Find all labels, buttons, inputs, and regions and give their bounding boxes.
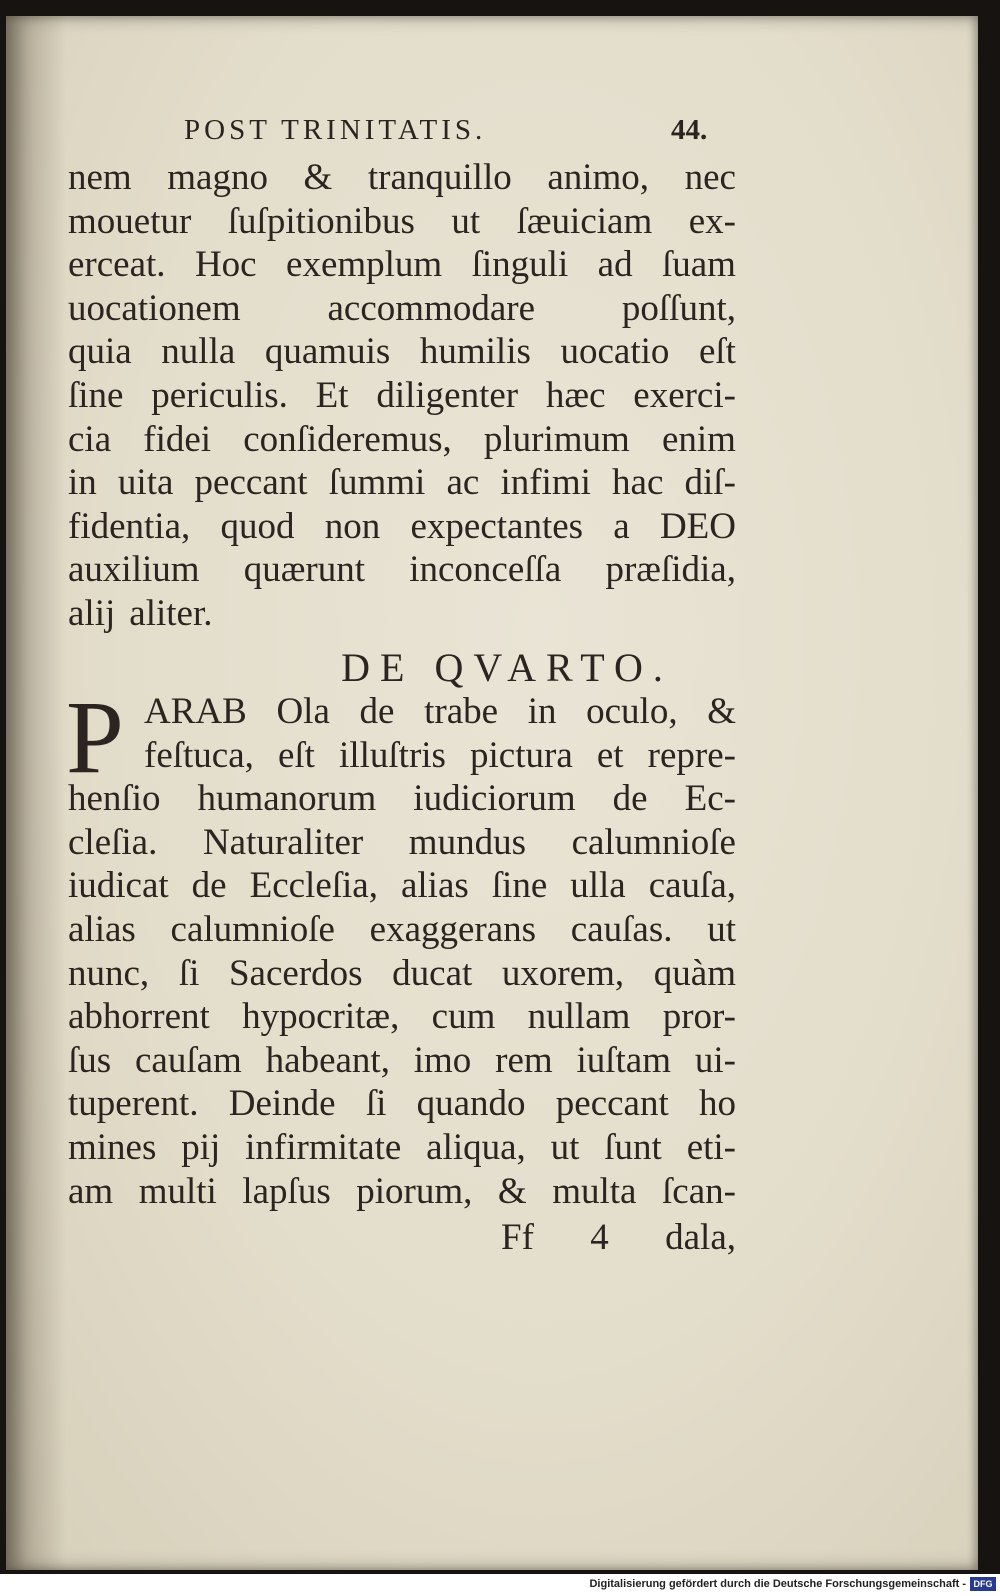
- word: poſſunt,: [621, 287, 736, 329]
- word: aliqua,: [426, 1127, 526, 1168]
- word: calumnioſe: [170, 909, 335, 950]
- word: am: [68, 1170, 114, 1212]
- catchword-line: [501, 1216, 736, 1259]
- word: de: [359, 691, 395, 732]
- word: ſus: [68, 1039, 112, 1081]
- word: mines: [68, 1127, 157, 1168]
- word: ho: [699, 1083, 736, 1125]
- word: fidei: [143, 418, 212, 460]
- word: nunc,: [68, 952, 150, 994]
- word: illuſtris: [339, 734, 446, 776]
- text-line: [68, 864, 736, 908]
- word: ex-: [688, 200, 736, 242]
- word: ſine: [491, 865, 548, 907]
- drop-initial: P: [66, 680, 124, 795]
- word: Et: [315, 375, 349, 416]
- text-line: [68, 200, 736, 244]
- word: alij: [68, 593, 116, 634]
- word: ſine: [68, 375, 124, 416]
- word: ut: [550, 1127, 580, 1168]
- word: in: [527, 691, 557, 732]
- word: ac: [446, 462, 480, 504]
- signature-number: 4: [590, 1217, 609, 1258]
- text-line: [68, 243, 736, 287]
- word: trabe: [424, 691, 499, 732]
- word: peccant: [555, 1083, 669, 1125]
- word: pij: [181, 1127, 221, 1168]
- text-line: [68, 821, 736, 865]
- word: expectantes: [410, 505, 584, 547]
- catchword: dala,: [665, 1217, 736, 1258]
- word: ut: [451, 200, 481, 242]
- word: cauſam: [135, 1039, 242, 1081]
- word: ſi: [365, 1083, 387, 1125]
- word: quando: [416, 1083, 526, 1125]
- text-line: [68, 1082, 736, 1126]
- word: animo,: [547, 157, 650, 198]
- word: cleſia.: [68, 821, 158, 863]
- book-page: [6, 16, 978, 1570]
- word: ſuſpitionibus: [227, 200, 415, 242]
- word: piorum,: [356, 1170, 473, 1212]
- word: quia: [68, 331, 132, 373]
- dfg-footer: [0, 1574, 1000, 1596]
- word: exemplum: [286, 244, 443, 286]
- text-line: [68, 1039, 736, 1083]
- word: mundus: [408, 821, 526, 863]
- word: cauſas.: [570, 909, 673, 950]
- word: eſt: [277, 734, 315, 776]
- word: diligenter: [376, 375, 519, 416]
- word: &: [497, 1170, 527, 1212]
- word: plurimum: [483, 418, 630, 460]
- word: uxorem,: [501, 952, 625, 994]
- word: Hoc: [194, 244, 257, 286]
- word: in: [68, 462, 97, 504]
- word: &: [707, 691, 736, 732]
- word: oculo,: [586, 691, 678, 732]
- word: alias: [68, 909, 136, 950]
- word: ſinguli: [471, 244, 569, 286]
- text-line: [144, 690, 736, 734]
- word: alias: [400, 865, 469, 907]
- text-line: [68, 156, 736, 200]
- running-head: [6, 108, 978, 158]
- word: ſuam: [661, 244, 736, 286]
- word: cia: [68, 418, 112, 460]
- word: ulla: [570, 865, 626, 907]
- word: humilis: [419, 331, 531, 373]
- text-line: [68, 908, 736, 952]
- text-line: [68, 461, 736, 505]
- word: pror-: [662, 996, 736, 1038]
- word: habeant,: [265, 1039, 390, 1081]
- word: quod: [220, 505, 295, 547]
- word: ARAB: [144, 691, 247, 732]
- text-line: [68, 287, 736, 331]
- word: iuſtam: [576, 1039, 672, 1081]
- word: ſcan-: [662, 1170, 736, 1212]
- word: ſummi: [328, 462, 426, 504]
- text-line: [68, 374, 736, 418]
- word: Ec-: [684, 778, 736, 820]
- word: hæc: [545, 375, 606, 416]
- word: tranquillo: [367, 157, 512, 198]
- word: mouetur: [68, 200, 192, 242]
- word: nem: [68, 157, 132, 198]
- word: quàm: [653, 952, 736, 994]
- word: hac: [612, 462, 664, 504]
- word: infirmitate: [245, 1127, 402, 1168]
- word: Eccleſia,: [249, 865, 378, 907]
- word: pictura: [470, 734, 573, 776]
- word: enim: [661, 418, 736, 460]
- word: erceat.: [68, 244, 166, 286]
- word: humanorum: [197, 778, 377, 820]
- word: fidentia,: [68, 505, 191, 547]
- word: henſio: [68, 778, 161, 820]
- text-line: [144, 734, 736, 778]
- word: aliter.: [129, 593, 213, 634]
- word: diſ-: [684, 462, 736, 504]
- word: accommodare: [327, 287, 535, 329]
- word: Naturaliter: [202, 821, 364, 863]
- word: uita: [117, 462, 174, 504]
- word: de: [191, 865, 227, 907]
- word: iudiciorum: [413, 778, 576, 820]
- word: DEO: [659, 505, 736, 547]
- word: Ola: [276, 691, 330, 732]
- text-line: [68, 418, 736, 462]
- word: ſi: [178, 952, 200, 994]
- word: repre-: [647, 734, 736, 776]
- signature-mark: Ff: [501, 1217, 534, 1258]
- word: hypocritæ,: [242, 996, 400, 1038]
- word: nullam: [527, 996, 631, 1038]
- dfg-logo: DFG: [970, 1577, 996, 1591]
- word: non: [324, 505, 381, 547]
- word: cauſa,: [648, 865, 736, 907]
- folio-number: 44.: [671, 114, 708, 146]
- word: magno: [167, 157, 268, 198]
- word: rem: [495, 1039, 553, 1081]
- text-line: [68, 592, 736, 636]
- word: præſidia,: [605, 549, 736, 591]
- word: feſtuca,: [144, 734, 254, 776]
- word: exerci-: [633, 375, 736, 416]
- word: cum: [431, 996, 496, 1038]
- dfg-credit: Digitalisierung gefördert durch die Deutsche Forschungsgemeinschaft -: [589, 1578, 966, 1590]
- word: lapſus: [242, 1170, 331, 1212]
- word: calumnioſe: [571, 821, 736, 863]
- text-line: [68, 1126, 736, 1170]
- word: quamuis: [264, 331, 391, 373]
- word: auxilium: [68, 549, 200, 591]
- word: exaggerans: [369, 909, 537, 950]
- word: nulla: [161, 331, 236, 373]
- word: periculis.: [151, 375, 288, 416]
- word: uocatio: [560, 331, 670, 373]
- text-line: [68, 1170, 736, 1214]
- word: ducat: [392, 952, 473, 994]
- text-line: [68, 548, 736, 592]
- word: peccant: [194, 462, 308, 504]
- text-line: [68, 505, 736, 549]
- running-title: POST TRINITATIS.: [184, 114, 487, 146]
- word: de: [612, 778, 648, 820]
- word: Deinde: [228, 1083, 336, 1125]
- word: et: [596, 734, 624, 776]
- word: eti-: [686, 1127, 736, 1168]
- text-line: [68, 777, 736, 821]
- word: infimi: [500, 462, 591, 504]
- word: inconceſſa: [409, 549, 562, 591]
- section-heading: DE QVARTO.: [341, 645, 673, 690]
- word: &: [303, 157, 333, 198]
- gutter-shadow: [6, 16, 66, 1570]
- text-line: [68, 952, 736, 996]
- word: tuperent.: [68, 1083, 199, 1125]
- word: eſt: [698, 331, 736, 373]
- word: multi: [138, 1170, 217, 1212]
- text-line: [68, 330, 736, 374]
- word: ut: [707, 909, 736, 950]
- word: ad: [597, 244, 633, 286]
- word: ſunt: [604, 1127, 662, 1168]
- word: multa: [552, 1170, 637, 1212]
- text-line: [68, 995, 736, 1039]
- word: imo: [413, 1039, 472, 1081]
- word: abhorrent: [68, 996, 210, 1038]
- word: nec: [684, 157, 736, 198]
- word: ui-: [694, 1039, 736, 1081]
- word: conſideremus,: [243, 418, 452, 460]
- word: iudicat: [68, 865, 169, 907]
- word: a: [613, 505, 630, 547]
- word: Sacerdos: [228, 952, 363, 994]
- word: quærunt: [243, 549, 366, 591]
- word: uocationem: [68, 287, 241, 329]
- word: ſæuiciam: [516, 200, 653, 242]
